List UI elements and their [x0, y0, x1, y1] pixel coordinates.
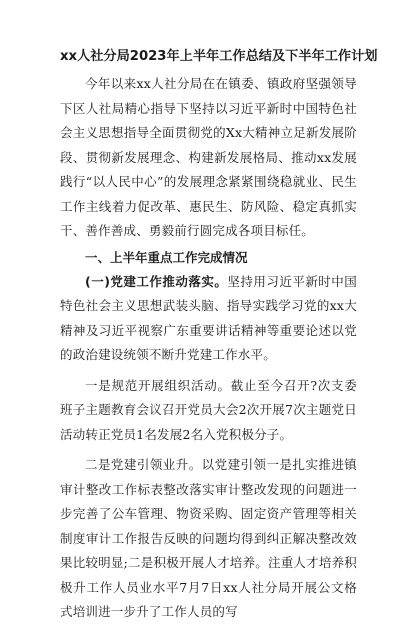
section-heading: 一、上半年重点工作完成情况 [85, 249, 248, 265]
subsection-paragraph [60, 270, 357, 368]
intro-paragraph: 今年以来xx人社分局在在镇委、镇政府坚强领导下区人社局精心指导下坚持以习近平新时中国特色社会主义思想指导全面贯彻党的Xx大精神立足新发展阶段、贯彻新发展理念、构建新发展格局、推动xx发展践行“以人民中心”的发展理念紧紧围绕稳就业、民生工作主线着力促改革、惠民生、防风险、稳定真抓实干、善作善成、勇毅前行圆完成各项目标任。 [60, 76, 357, 238]
subsection-lead: (一)党建工作推动落实。 [85, 273, 228, 289]
document-title: xx人社分局2023年上半年工作总结及下半年工作计划 [60, 49, 378, 64]
paragraph-one: 一是规范开展组织活动。截止至今召开?次支委班子主题教育会议召开党员大会2次开展7次主题党日活动转正党员1名发展2名入党积极分子。 [60, 377, 357, 442]
paragraph-two: 二是党建引领业升。以党建引领一是扎实推进镇审计整改工作标表整改落实审计整改发现的问题进一步完善了公车管理、物资采购、固定资产管理等相关制度审计工作报告反映的问题均得到纠正解决整改效果比较明显;二是积极开展人才培养。注重人才培养积极升工作人员业水平7月7日xx人社分局开展公文格式培训进一步升了工作人员的写 [60, 457, 357, 619]
subsection-body: 坚持用习近平新时中国特色社会主义思想武装头脑、指导实践学习党的xx大精神及习近平视察广东重要讲话精神等重要论述以党的政治建设统领不断升党建工作水平。 [60, 273, 357, 362]
